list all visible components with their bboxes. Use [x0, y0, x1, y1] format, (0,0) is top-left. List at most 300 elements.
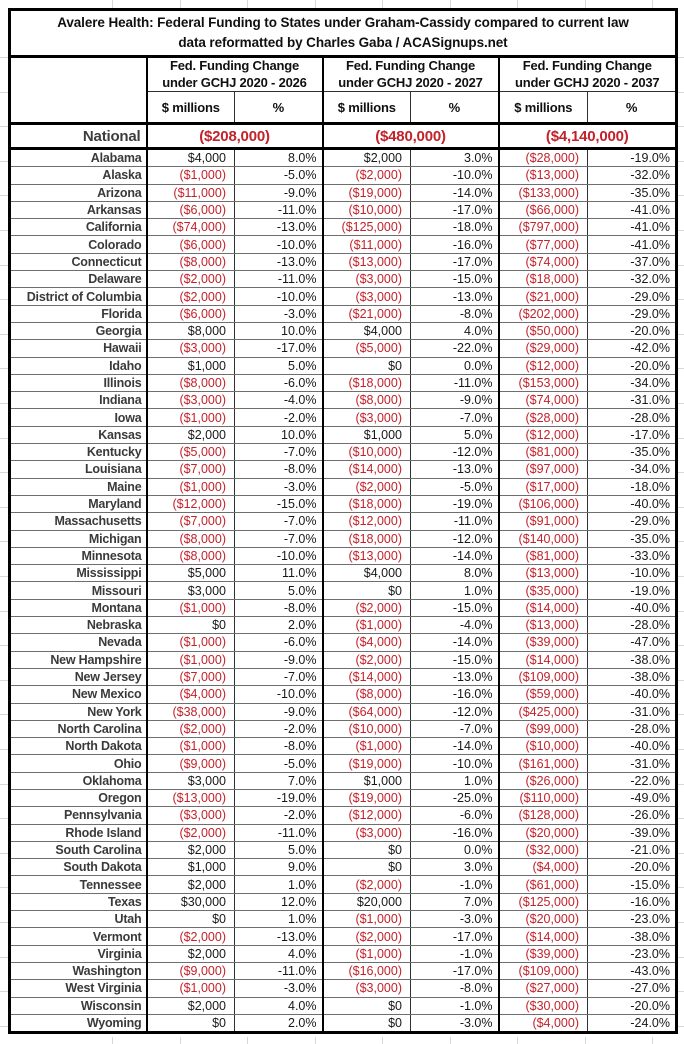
dollars-2026-cell: ($6,000) [147, 236, 235, 253]
percent-2027-cell: 4.0% [411, 322, 499, 339]
state-row [10, 634, 677, 651]
percent-2027-cell: -17.0% [411, 201, 499, 218]
dollars-2037-cell: ($13,000) [499, 167, 588, 184]
percent-2026-cell: 10.0% [235, 426, 323, 443]
dollars-2037-cell: ($4,000) [499, 859, 588, 876]
dollars-2026-cell: $0 [147, 1014, 235, 1032]
dollars-2027-cell: ($5,000) [323, 340, 411, 357]
dollars-2027-cell: ($13,000) [323, 253, 411, 270]
state-name-cell: Connecticut [10, 253, 147, 270]
percent-2027-cell: -14.0% [411, 547, 499, 564]
percent-2026-cell: -11.0% [235, 271, 323, 288]
dollars-2037-cell: ($61,000) [499, 876, 588, 893]
dollars-2026-cell: ($11,000) [147, 184, 235, 201]
percent-2027-cell: -16.0% [411, 686, 499, 703]
percent-2026-cell: -5.0% [235, 167, 323, 184]
percent-2027-cell: -15.0% [411, 651, 499, 668]
percent-2026-cell: -3.0% [235, 305, 323, 322]
dollars-2026-cell: $1,000 [147, 357, 235, 374]
percent-2037-cell: -41.0% [588, 201, 677, 218]
dollars-2037-cell: ($59,000) [499, 686, 588, 703]
dollars-2027-cell: $0 [323, 1014, 411, 1032]
percent-2026-cell: -9.0% [235, 703, 323, 720]
dollars-2037-cell: ($50,000) [499, 322, 588, 339]
dollars-2026-cell: ($1,000) [147, 651, 235, 668]
state-row [10, 599, 677, 616]
national-label: National [10, 124, 147, 149]
state-name-cell: Indiana [10, 392, 147, 409]
state-name-cell: Kentucky [10, 444, 147, 461]
national-row [10, 124, 677, 149]
state-row [10, 582, 677, 599]
subcol-dollars-2027: $ millions [323, 92, 411, 124]
dollars-2027-cell: $4,000 [323, 565, 411, 582]
percent-2027-cell: 0.0% [411, 357, 499, 374]
dollars-2027-cell: ($12,000) [323, 513, 411, 530]
percent-2027-cell: -8.0% [411, 980, 499, 997]
state-name-cell: South Carolina [10, 841, 147, 858]
dollars-2037-cell: ($153,000) [499, 374, 588, 391]
percent-2027-cell: -12.0% [411, 530, 499, 547]
percent-2037-cell: -34.0% [588, 374, 677, 391]
percent-2037-cell: -28.0% [588, 617, 677, 634]
percent-2026-cell: -10.0% [235, 288, 323, 305]
state-row [10, 962, 677, 979]
percent-2027-cell: -17.0% [411, 962, 499, 979]
dollars-2026-cell: ($1,000) [147, 599, 235, 616]
dollars-2037-cell: ($29,000) [499, 340, 588, 357]
dollars-2037-cell: ($20,000) [499, 911, 588, 928]
percent-2027-cell: -10.0% [411, 167, 499, 184]
percent-2027-cell: -15.0% [411, 599, 499, 616]
percent-2026-cell: -13.0% [235, 253, 323, 270]
percent-2027-cell: 3.0% [411, 859, 499, 876]
dollars-2027-cell: ($2,000) [323, 478, 411, 495]
state-row [10, 547, 677, 564]
dollars-2037-cell: ($140,000) [499, 530, 588, 547]
dollars-2026-cell: $2,000 [147, 997, 235, 1014]
state-name-cell: New Mexico [10, 686, 147, 703]
dollars-2026-cell: ($9,000) [147, 962, 235, 979]
percent-2037-cell: -31.0% [588, 755, 677, 772]
dollars-2026-cell: ($5,000) [147, 444, 235, 461]
percent-2026-cell: 8.0% [235, 149, 323, 167]
dollars-2037-cell: ($202,000) [499, 305, 588, 322]
dollars-2027-cell: ($2,000) [323, 599, 411, 616]
dollars-2026-cell: ($1,000) [147, 634, 235, 651]
state-name-cell: Mississippi [10, 565, 147, 582]
dollars-2037-cell: ($99,000) [499, 720, 588, 737]
state-row [10, 980, 677, 997]
dollars-2026-cell: ($9,000) [147, 755, 235, 772]
dollars-2026-cell: $0 [147, 617, 235, 634]
state-name-cell: Delaware [10, 271, 147, 288]
percent-2037-cell: -27.0% [588, 980, 677, 997]
percent-2027-cell: -17.0% [411, 928, 499, 945]
subcol-dollars-2037: $ millions [499, 92, 588, 124]
dollars-2027-cell: $0 [323, 582, 411, 599]
dollars-2026-cell: ($8,000) [147, 374, 235, 391]
percent-2026-cell: -7.0% [235, 513, 323, 530]
percent-2026-cell: 1.0% [235, 911, 323, 928]
state-row [10, 617, 677, 634]
states-tbody [10, 124, 677, 1033]
table-subtitle: data reformatted by Charles Gaba / ACASignups.net [178, 35, 508, 50]
dollars-2037-cell: ($13,000) [499, 565, 588, 582]
percent-2027-cell: -14.0% [411, 184, 499, 201]
dollars-2037-cell: ($110,000) [499, 789, 588, 806]
dollars-2027-cell: ($10,000) [323, 444, 411, 461]
percent-2026-cell: -2.0% [235, 409, 323, 426]
dollars-2027-cell: ($18,000) [323, 495, 411, 512]
percent-2026-cell: 2.0% [235, 1014, 323, 1032]
percent-2027-cell: -15.0% [411, 271, 499, 288]
percent-2037-cell: -38.0% [588, 651, 677, 668]
percent-2037-cell: -40.0% [588, 686, 677, 703]
percent-2027-cell: -17.0% [411, 253, 499, 270]
dollars-2037-cell: ($66,000) [499, 201, 588, 218]
state-name-cell: Virginia [10, 945, 147, 962]
dollars-2027-cell: $4,000 [323, 322, 411, 339]
state-row [10, 478, 677, 495]
percent-2026-cell: -7.0% [235, 444, 323, 461]
dollars-2037-cell: ($28,000) [499, 409, 588, 426]
dollars-2027-cell: ($8,000) [323, 392, 411, 409]
dollars-2027-cell: ($19,000) [323, 789, 411, 806]
percent-2026-cell: -11.0% [235, 201, 323, 218]
dollars-2037-cell: ($18,000) [499, 271, 588, 288]
percent-2027-cell: -10.0% [411, 755, 499, 772]
percent-2037-cell: -26.0% [588, 807, 677, 824]
dollars-2027-cell: ($11,000) [323, 236, 411, 253]
state-row [10, 184, 677, 201]
percent-2027-cell: -11.0% [411, 513, 499, 530]
percent-2037-cell: -28.0% [588, 409, 677, 426]
percent-2037-cell: -38.0% [588, 668, 677, 685]
percent-2027-cell: -3.0% [411, 1014, 499, 1032]
state-row [10, 513, 677, 530]
percent-2026-cell: -4.0% [235, 392, 323, 409]
dollars-2037-cell: ($106,000) [499, 495, 588, 512]
dollars-2037-cell: ($32,000) [499, 841, 588, 858]
percent-2037-cell: -39.0% [588, 824, 677, 841]
state-row [10, 236, 677, 253]
state-name-cell: Vermont [10, 928, 147, 945]
dollars-2026-cell: ($1,000) [147, 409, 235, 426]
percent-2037-cell: -20.0% [588, 859, 677, 876]
percent-2037-cell: -23.0% [588, 911, 677, 928]
percent-2037-cell: -19.0% [588, 149, 677, 167]
dollars-2026-cell: $0 [147, 911, 235, 928]
dollars-2026-cell: ($3,000) [147, 340, 235, 357]
dollars-2026-cell: ($3,000) [147, 392, 235, 409]
state-row [10, 755, 677, 772]
dollars-2027-cell: ($10,000) [323, 720, 411, 737]
dollars-2026-cell: ($2,000) [147, 928, 235, 945]
percent-2026-cell: -8.0% [235, 599, 323, 616]
title-row [10, 10, 677, 57]
dollars-2027-cell: ($16,000) [323, 962, 411, 979]
state-row [10, 444, 677, 461]
percent-2027-cell: -13.0% [411, 668, 499, 685]
dollars-2037-cell: ($35,000) [499, 582, 588, 599]
percent-2037-cell: -29.0% [588, 305, 677, 322]
state-name-cell: Kansas [10, 426, 147, 443]
percent-2026-cell: -3.0% [235, 478, 323, 495]
dollars-2026-cell: ($7,000) [147, 668, 235, 685]
dollars-2037-cell: ($21,000) [499, 288, 588, 305]
dollars-2027-cell: $0 [323, 357, 411, 374]
state-name-cell: Idaho [10, 357, 147, 374]
percent-2026-cell: -2.0% [235, 720, 323, 737]
dollars-2037-cell: ($39,000) [499, 945, 588, 962]
dollars-2037-cell: ($125,000) [499, 893, 588, 910]
state-name-cell: Arizona [10, 184, 147, 201]
percent-2026-cell: 4.0% [235, 997, 323, 1014]
state-row [10, 392, 677, 409]
dollars-2037-cell: ($28,000) [499, 149, 588, 167]
percent-2027-cell: -6.0% [411, 807, 499, 824]
dollars-2037-cell: ($12,000) [499, 357, 588, 374]
percent-2027-cell: 3.0% [411, 149, 499, 167]
state-row [10, 426, 677, 443]
dollars-2027-cell: $1,000 [323, 772, 411, 789]
percent-2026-cell: -3.0% [235, 980, 323, 997]
column-group-row [10, 57, 677, 92]
dollars-2037-cell: ($20,000) [499, 824, 588, 841]
percent-2026-cell: -5.0% [235, 755, 323, 772]
percent-2037-cell: -41.0% [588, 236, 677, 253]
percent-2027-cell: -1.0% [411, 876, 499, 893]
percent-2026-cell: 2.0% [235, 617, 323, 634]
percent-2037-cell: -47.0% [588, 634, 677, 651]
dollars-2026-cell: $4,000 [147, 149, 235, 167]
dollars-2026-cell: ($7,000) [147, 461, 235, 478]
dollars-2026-cell: ($74,000) [147, 219, 235, 236]
state-row [10, 841, 677, 858]
state-row [10, 461, 677, 478]
dollars-2027-cell: ($2,000) [323, 928, 411, 945]
percent-2026-cell: -6.0% [235, 634, 323, 651]
percent-2027-cell: -16.0% [411, 824, 499, 841]
state-name-cell: Wyoming [10, 1014, 147, 1032]
percent-2037-cell: -23.0% [588, 945, 677, 962]
state-row [10, 651, 677, 668]
percent-2037-cell: -29.0% [588, 513, 677, 530]
percent-2027-cell: -19.0% [411, 495, 499, 512]
dollars-2037-cell: ($109,000) [499, 962, 588, 979]
state-name-cell: Pennsylvania [10, 807, 147, 824]
dollars-2027-cell: ($14,000) [323, 461, 411, 478]
state-row [10, 409, 677, 426]
state-name-cell: Iowa [10, 409, 147, 426]
percent-2026-cell: -9.0% [235, 184, 323, 201]
column-group-2037: Fed. Funding Change under GCHJ 2020 - 2037 [499, 57, 677, 92]
state-name-cell: Alaska [10, 167, 147, 184]
dollars-2037-cell: ($161,000) [499, 755, 588, 772]
state-row [10, 911, 677, 928]
percent-2026-cell: -19.0% [235, 789, 323, 806]
dollars-2026-cell: $3,000 [147, 582, 235, 599]
dollars-2026-cell: $2,000 [147, 945, 235, 962]
dollars-2027-cell: $0 [323, 841, 411, 858]
dollars-2026-cell: ($8,000) [147, 530, 235, 547]
percent-2026-cell: -9.0% [235, 651, 323, 668]
percent-2026-cell: -17.0% [235, 340, 323, 357]
state-row [10, 271, 677, 288]
state-row [10, 686, 677, 703]
dollars-2026-cell: ($13,000) [147, 789, 235, 806]
dollars-2037-cell: ($39,000) [499, 634, 588, 651]
state-name-cell: North Dakota [10, 738, 147, 755]
percent-2026-cell: 5.0% [235, 841, 323, 858]
dollars-2026-cell: ($2,000) [147, 288, 235, 305]
percent-2026-cell: 1.0% [235, 876, 323, 893]
percent-2027-cell: -7.0% [411, 409, 499, 426]
percent-2037-cell: -20.0% [588, 357, 677, 374]
state-name-cell: Rhode Island [10, 824, 147, 841]
percent-2027-cell: 1.0% [411, 582, 499, 599]
state-name-cell: District of Columbia [10, 288, 147, 305]
percent-2037-cell: -10.0% [588, 565, 677, 582]
state-name-cell: Colorado [10, 236, 147, 253]
state-row [10, 340, 677, 357]
dollars-2026-cell: $2,000 [147, 876, 235, 893]
percent-2027-cell: -1.0% [411, 945, 499, 962]
dollars-2027-cell: ($2,000) [323, 876, 411, 893]
percent-2037-cell: -16.0% [588, 893, 677, 910]
dollars-2037-cell: ($97,000) [499, 461, 588, 478]
state-row [10, 893, 677, 910]
dollars-2037-cell: ($109,000) [499, 668, 588, 685]
dollars-2037-cell: ($797,000) [499, 219, 588, 236]
dollars-2027-cell: ($3,000) [323, 288, 411, 305]
percent-2026-cell: 10.0% [235, 322, 323, 339]
percent-2037-cell: -38.0% [588, 928, 677, 945]
state-row [10, 738, 677, 755]
percent-2027-cell: -1.0% [411, 997, 499, 1014]
state-name-cell: South Dakota [10, 859, 147, 876]
state-name-cell: Massachusetts [10, 513, 147, 530]
corner-cell [10, 57, 147, 124]
dollars-2026-cell: ($7,000) [147, 513, 235, 530]
dollars-2027-cell: ($8,000) [323, 686, 411, 703]
percent-2037-cell: -35.0% [588, 530, 677, 547]
percent-2037-cell: -17.0% [588, 426, 677, 443]
percent-2037-cell: -19.0% [588, 582, 677, 599]
state-name-cell: Michigan [10, 530, 147, 547]
dollars-2037-cell: ($14,000) [499, 651, 588, 668]
dollars-2037-cell: ($4,000) [499, 1014, 588, 1032]
dollars-2037-cell: ($425,000) [499, 703, 588, 720]
dollars-2037-cell: ($74,000) [499, 253, 588, 270]
state-name-cell: Wisconsin [10, 997, 147, 1014]
percent-2037-cell: -18.0% [588, 478, 677, 495]
percent-2026-cell: 7.0% [235, 772, 323, 789]
state-row [10, 565, 677, 582]
state-name-cell: New Jersey [10, 668, 147, 685]
state-name-cell: California [10, 219, 147, 236]
dollars-2027-cell: ($1,000) [323, 738, 411, 755]
percent-2026-cell: 4.0% [235, 945, 323, 962]
dollars-2037-cell: ($81,000) [499, 547, 588, 564]
percent-2027-cell: -12.0% [411, 444, 499, 461]
state-row [10, 374, 677, 391]
percent-2037-cell: -32.0% [588, 167, 677, 184]
subcol-percent-2026: % [235, 92, 323, 124]
state-row [10, 167, 677, 184]
percent-2027-cell: -14.0% [411, 738, 499, 755]
percent-2037-cell: -20.0% [588, 997, 677, 1014]
column-group-2027: Fed. Funding Change under GCHJ 2020 - 2027 [323, 57, 499, 92]
dollars-2037-cell: ($14,000) [499, 599, 588, 616]
dollars-2026-cell: ($8,000) [147, 547, 235, 564]
state-row [10, 945, 677, 962]
state-name-cell: Ohio [10, 755, 147, 772]
funding-table [8, 8, 678, 1034]
percent-2037-cell: -41.0% [588, 219, 677, 236]
state-name-cell: Maryland [10, 495, 147, 512]
percent-2026-cell: 12.0% [235, 893, 323, 910]
dollars-2037-cell: ($128,000) [499, 807, 588, 824]
dollars-2026-cell: $30,000 [147, 893, 235, 910]
dollars-2037-cell: ($81,000) [499, 444, 588, 461]
state-name-cell: New Hampshire [10, 651, 147, 668]
state-row [10, 1014, 677, 1032]
state-name-cell: Nebraska [10, 617, 147, 634]
subcol-percent-2027: % [411, 92, 499, 124]
dollars-2037-cell: ($17,000) [499, 478, 588, 495]
state-name-cell: North Carolina [10, 720, 147, 737]
percent-2026-cell: -6.0% [235, 374, 323, 391]
table-title: Avalere Health: Federal Funding to States under Graham-Cassidy compared to current law [57, 14, 629, 30]
dollars-2027-cell: ($12,000) [323, 807, 411, 824]
percent-2037-cell: -21.0% [588, 841, 677, 858]
percent-2037-cell: -49.0% [588, 789, 677, 806]
percent-2027-cell: -25.0% [411, 789, 499, 806]
percent-2027-cell: -5.0% [411, 478, 499, 495]
state-name-cell: West Virginia [10, 980, 147, 997]
dollars-2027-cell: $1,000 [323, 426, 411, 443]
state-row [10, 720, 677, 737]
percent-2026-cell: -7.0% [235, 668, 323, 685]
dollars-2027-cell: $20,000 [323, 893, 411, 910]
percent-2027-cell: -16.0% [411, 236, 499, 253]
state-row [10, 253, 677, 270]
percent-2026-cell: 5.0% [235, 357, 323, 374]
dollars-2027-cell: ($18,000) [323, 530, 411, 547]
percent-2027-cell: 5.0% [411, 426, 499, 443]
dollars-2027-cell: ($3,000) [323, 980, 411, 997]
percent-2037-cell: -42.0% [588, 340, 677, 357]
percent-2026-cell: -13.0% [235, 219, 323, 236]
dollars-2026-cell: ($4,000) [147, 686, 235, 703]
state-row [10, 201, 677, 218]
percent-2026-cell: -8.0% [235, 461, 323, 478]
percent-2037-cell: -29.0% [588, 288, 677, 305]
percent-2037-cell: -40.0% [588, 599, 677, 616]
dollars-2026-cell: ($1,000) [147, 980, 235, 997]
dollars-2026-cell: ($6,000) [147, 201, 235, 218]
percent-2027-cell: 7.0% [411, 893, 499, 910]
percent-2027-cell: -13.0% [411, 288, 499, 305]
dollars-2026-cell: ($3,000) [147, 807, 235, 824]
state-row [10, 495, 677, 512]
dollars-2026-cell: $8,000 [147, 322, 235, 339]
dollars-2026-cell: ($38,000) [147, 703, 235, 720]
dollars-2026-cell: ($2,000) [147, 271, 235, 288]
state-name-cell: Washington [10, 962, 147, 979]
